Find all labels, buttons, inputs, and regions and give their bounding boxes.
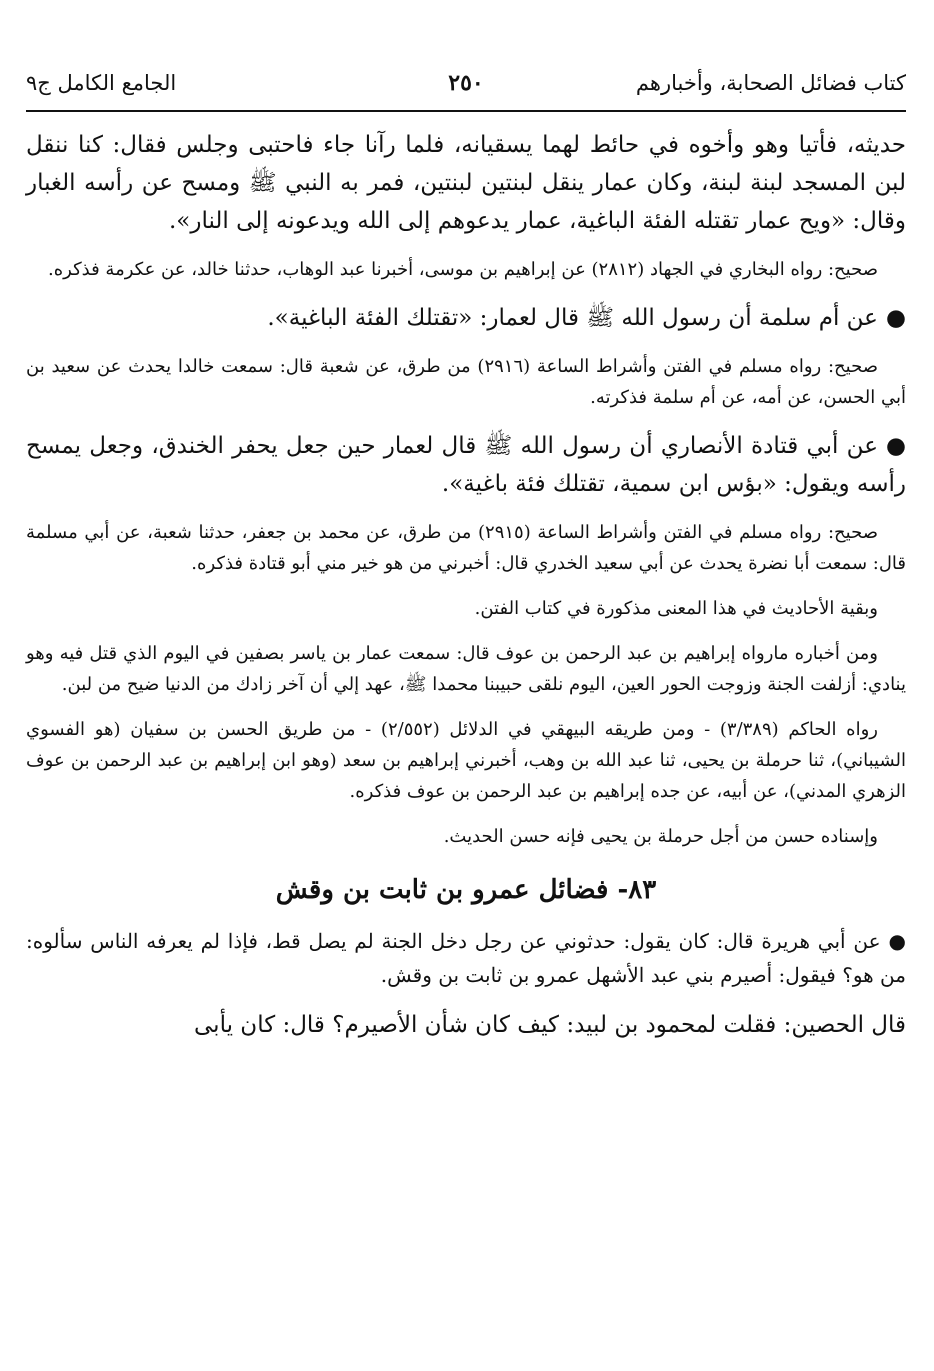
paragraph-takhrij-muslim-2916: صحيح: رواه مسلم في الفتن وأشراط الساعة (٢٩١٦) من طرق، عن شعبة قال: سمعت خالدا يحدث عن سعيد بن أبي الحسن، عن أمه، عن أم سلمة فذكرته.	[26, 356, 906, 408]
book-title: كتاب فضائل الصحابة، وأخبارهم	[635, 71, 906, 95]
page-number: ٢٥٠	[448, 70, 484, 96]
volume-label: الجامع الكامل ج٩	[26, 71, 177, 95]
page-body	[26, 126, 906, 1058]
hadith-text: عن أبي هريرة قال: كان يقول: حدثوني عن رجل دخل الجنة لم يصل قط، فإذا لم يعرفه الناس سألوه: من هو؟ فيقول: أصيرم بني عبد الأشهل عمرو بن ثابت بن وقش.	[26, 929, 906, 987]
running-header	[26, 62, 906, 98]
bullet-icon: ●	[885, 305, 906, 331]
paragraph-hadith-continuation: حديثه، فأتيا وهو وأخوه في حائط لهما يسقيانه، فلما رآنا جاء فاحتبى وجلس فقال: كنا ننقل لبن المسجد لبنة لبنة، وكان عمار ينقل لبنتين لبنتين، فمر به النبي ﷺ ومسح عن رأسه الغبار وقال: «ويح عمار تقتله الفئة الباغية، عمار يدعوهم إلى الله ويدعونه إلى النار».	[26, 132, 906, 234]
paragraph-husayn-question: قال الحصين: فقلت لمحمود بن لبيد: كيف كان شأن الأصيرم؟ قال: كان يأبى	[194, 1012, 906, 1038]
paragraph-ammar-siffin: ومن أخباره مارواه إبراهيم بن عبد الرحمن بن عوف قال: سمعت عمار بن ياسر بصفين في اليوم الذي قتل فيه وهو ينادي: أزلفت الجنة وزوجت الحور العين، اليوم نلقى حبيبنا محمدا ﷺ، عهد إلي أن آخر زادك من الدنيا ضيح من لبن.	[26, 643, 906, 695]
paragraph-hadith-abu-qatada	[26, 427, 906, 503]
header-divider	[26, 110, 906, 112]
paragraph-takhrij-bukhari: صحيح: رواه البخاري في الجهاد (٢٨١٢) عن إبراهيم بن موسى، أخبرنا عبد الوهاب، حدثنا خالد، عن عكرمة فذكره.	[48, 259, 878, 280]
hadith-text: عن أم سلمة أن رسول الله ﷺ قال لعمار: «تقتلك الفئة الباغية».	[267, 305, 878, 331]
bullet-icon: ●	[888, 929, 906, 953]
bullet-icon: ●	[885, 433, 906, 459]
paragraph-note-fitan: وبقية الأحاديث في هذا المعنى مذكورة في كتاب الفتن.	[474, 598, 878, 619]
section-title: ٨٣- فضائل عمرو بن ثابت بن وقش	[275, 875, 657, 905]
paragraph-hadith-abu-huraira	[26, 924, 906, 992]
paragraph-takhrij-hakim: رواه الحاكم (٣/٣٨٩) - ومن طريقه البيهقي في الدلائل (٢/٥٥٢) - من طريق الحسن بن سفيان (هو الفسوي الشيباني)، ثنا حرملة بن يحيى، ثنا عبد الله بن وهب، أخبرني إبراهيم بن سعد (وهو ابن إبراهيم بن عبد الرحمن بن عوف الزهري المدني)، عن أبيه، عن جده إبراهيم بن عبد الرحمن بن عوف فذكره.	[26, 719, 906, 802]
paragraph-takhrij-muslim-2915: صحيح: رواه مسلم في الفتن وأشراط الساعة (٢٩١٥) من طرق، عن محمد بن جعفر، حدثنا شعبة، عن أبي مسلمة قال: سمعت أبا نضرة يحدث عن أبي سعيد الخدري قال: أخبرني من هو خير مني أبو قتادة فذكره.	[26, 522, 906, 574]
paragraph-isnad-grade: وإسناده حسن من أجل حرملة بن يحيى فإنه حسن الحديث.	[443, 826, 878, 847]
paragraph-hadith-umm-salama	[26, 299, 906, 337]
hadith-text: عن أبي قتادة الأنصاري أن رسول الله ﷺ قال لعمار حين جعل يحفر الخندق، وجعل يمسح رأسه ويقول: «بؤس ابن سمية، تقتلك فئة باغية».	[26, 433, 906, 497]
